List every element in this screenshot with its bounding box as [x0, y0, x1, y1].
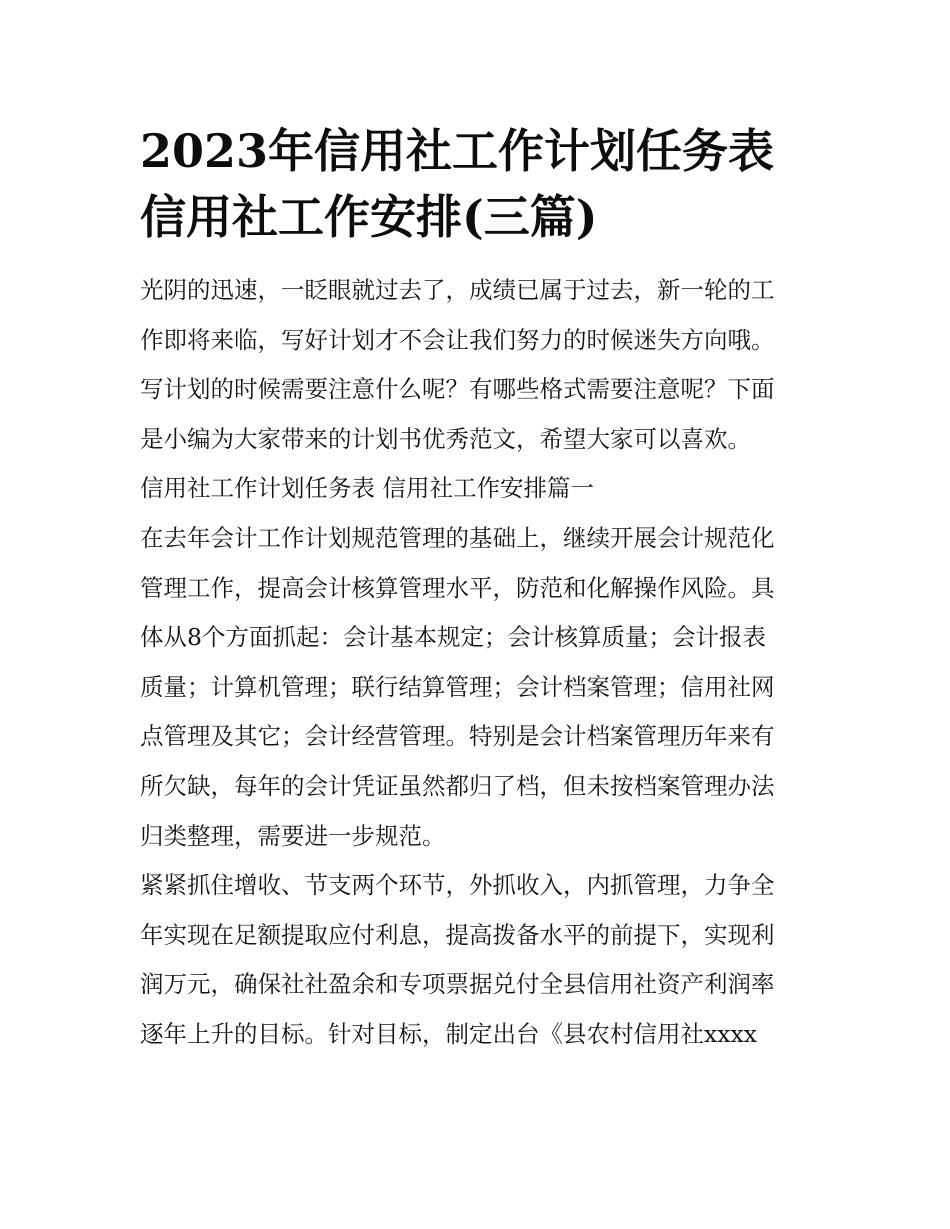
- document-page: [140, 118, 812, 1060]
- body-line: 逐年上升的目标。针对目标，制定出台《县农村信用社xxxx: [140, 1019, 758, 1048]
- document-title: [140, 118, 812, 250]
- body-line: 点管理及其它；会计经营管理。特别是会计档案管理历年来有: [140, 722, 775, 751]
- body-line: 在去年会计工作计划规范管理的基础上，继续开展会计规范化: [140, 523, 775, 552]
- body-line: 写计划的时候需要注意什么呢？有哪些格式需要注意呢？下面: [140, 375, 775, 404]
- body-line: 归类整理，需要进一步规范。: [140, 821, 446, 850]
- body-line: 紧紧抓住增收、节支两个环节，外抓收入，内抓管理，力争全: [140, 871, 775, 900]
- body-line: 润万元，确保社社盈余和专项票据兑付全县信用社资产利润率: [140, 970, 775, 999]
- document-body: [140, 266, 812, 1060]
- body-line: 质量；计算机管理；联行结算管理；会计档案管理；信用社网: [140, 672, 775, 701]
- title-line: 2023年信用社工作计划任务表: [140, 124, 775, 178]
- body-line: 管理工作，提高会计核算管理水平，防范和化解操作风险。具: [140, 573, 775, 602]
- body-line: 是小编为大家带来的计划书优秀范文，希望大家可以喜欢。: [140, 424, 751, 453]
- body-line: 年实现在足额提取应付利息，提高拨备水平的前提下，实现利: [140, 920, 775, 949]
- body-line: 体从8个方面抓起：会计基本规定；会计核算质量；会计报表: [140, 623, 766, 652]
- section-heading: 信用社工作计划任务表 信用社工作安排篇一: [140, 474, 594, 503]
- title-line: 信用社工作安排(三篇): [140, 190, 598, 244]
- body-line: 光阴的迅速，一眨眼就过去了，成绩已属于过去，新一轮的工: [140, 276, 775, 304]
- body-line: 所欠缺，每年的会计凭证虽然都归了档，但未按档案管理办法: [140, 771, 775, 800]
- body-line: 作即将来临，写好计划才不会让我们努力的时候迷失方向哦。: [140, 325, 775, 354]
